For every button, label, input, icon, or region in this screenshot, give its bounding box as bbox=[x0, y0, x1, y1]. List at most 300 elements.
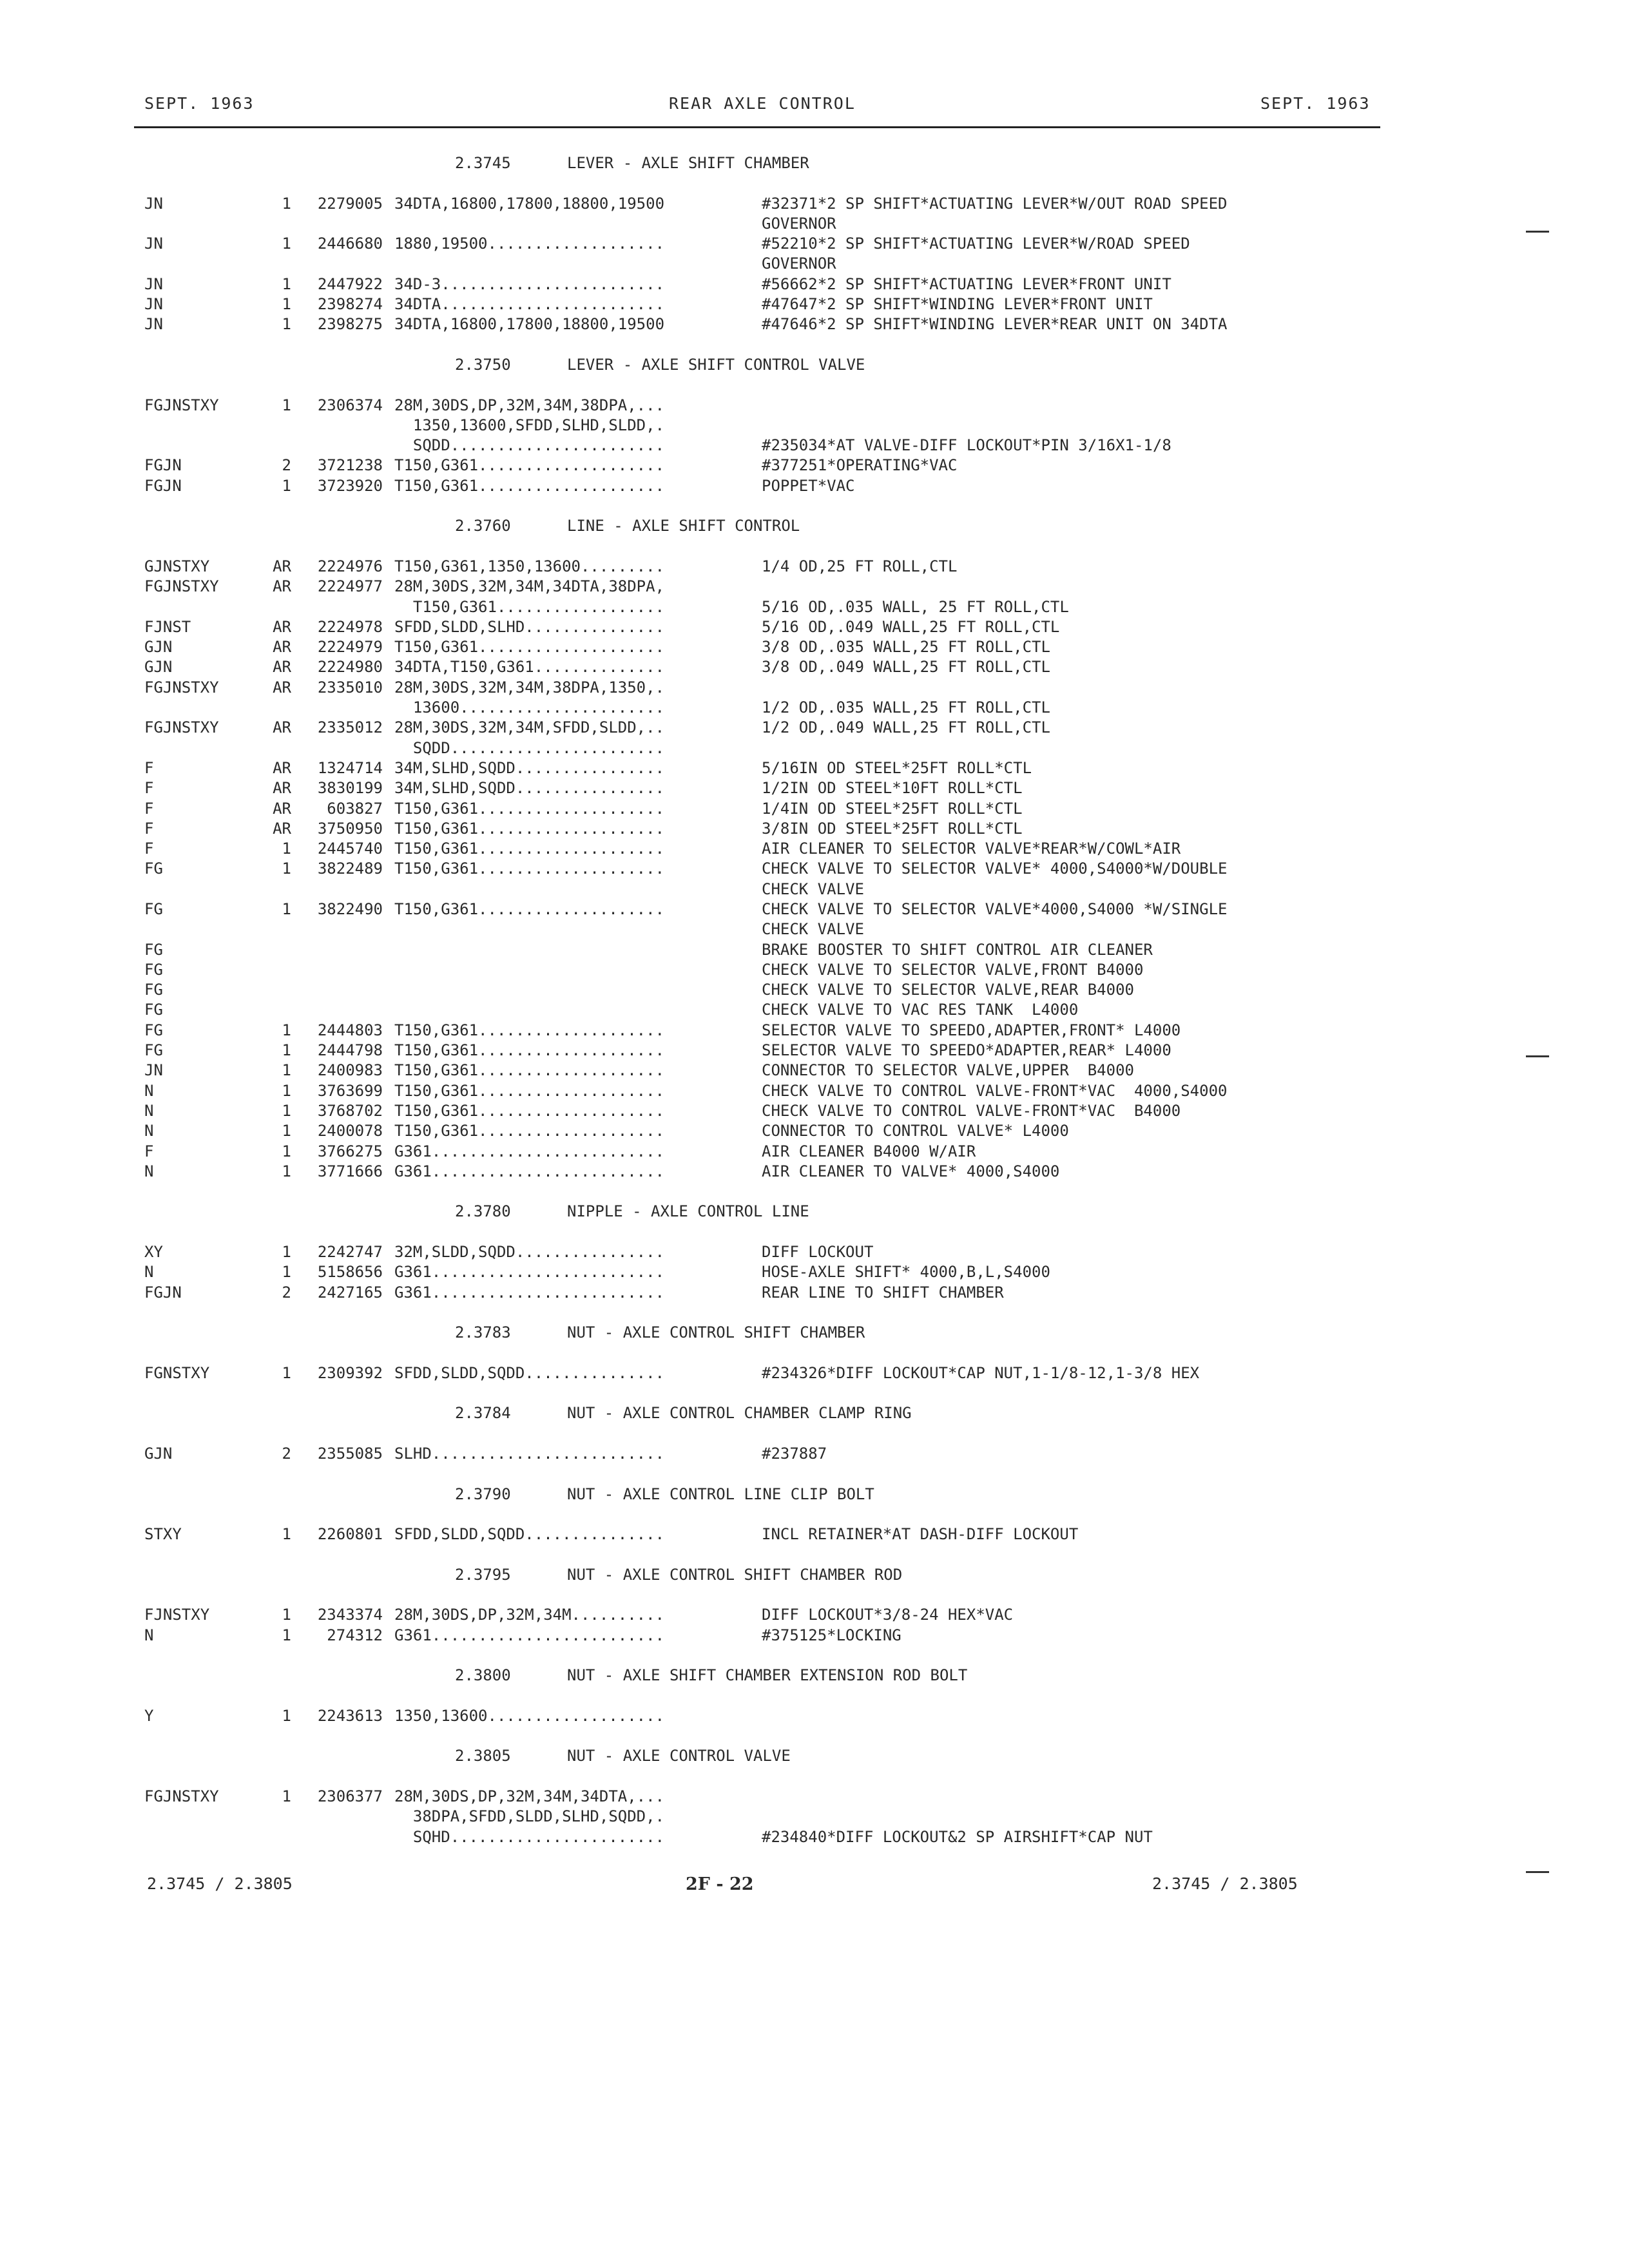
part-row bbox=[0, 1162, 1629, 1182]
model-code: FJNST bbox=[144, 617, 191, 636]
quantity: 1 bbox=[282, 840, 291, 858]
models: T150,G361.................... bbox=[394, 638, 665, 657]
part-number: 2242747 bbox=[317, 1243, 383, 1262]
part-number: 2243613 bbox=[317, 1706, 383, 1725]
description: CONNECTOR TO CONTROL VALVE* L4000 bbox=[762, 1122, 1069, 1140]
models: G361......................... bbox=[394, 1162, 665, 1180]
page-number: 2F - 22 bbox=[686, 1874, 754, 1894]
models: 28M,30DS,DP,32M,34M,34DTA,... bbox=[394, 1787, 665, 1806]
quantity: AR bbox=[273, 819, 291, 838]
quantity: 1 bbox=[282, 274, 291, 293]
quantity: 1 bbox=[282, 1525, 291, 1544]
description: CONNECTOR TO SELECTOR VALVE,UPPER B4000 bbox=[762, 1061, 1134, 1080]
description: CHECK VALVE TO SELECTOR VALVE* 4000,S4000*W/DOUBLE bbox=[762, 860, 1228, 878]
part-number: 2398274 bbox=[317, 295, 383, 314]
part-row bbox=[0, 214, 1629, 234]
section-heading bbox=[0, 1746, 1629, 1766]
quantity: 1 bbox=[282, 1041, 291, 1060]
quantity: 1 bbox=[282, 1243, 291, 1262]
model-code: FG bbox=[144, 860, 163, 878]
part-number: 3771666 bbox=[317, 1162, 383, 1180]
part-row bbox=[0, 597, 1629, 617]
part-number: 3822489 bbox=[317, 860, 383, 878]
part-row bbox=[0, 396, 1629, 416]
part-row bbox=[0, 234, 1629, 254]
part-row bbox=[0, 980, 1629, 1000]
part-row bbox=[0, 1827, 1629, 1847]
model-code: XY bbox=[144, 1243, 163, 1262]
part-number: 2445740 bbox=[317, 840, 383, 858]
part-row bbox=[0, 1283, 1629, 1303]
part-row bbox=[0, 698, 1629, 718]
models: T150,G361,1350,13600......... bbox=[394, 557, 665, 575]
quantity: 1 bbox=[282, 1606, 291, 1624]
description: POPPET*VAC bbox=[762, 476, 855, 495]
quantity: 1 bbox=[282, 1162, 291, 1180]
quantity: 1 bbox=[282, 194, 291, 213]
part-row bbox=[0, 1142, 1629, 1162]
description: #237887 bbox=[762, 1445, 827, 1463]
part-number: 2427165 bbox=[317, 1283, 383, 1302]
models: T150,G361.................... bbox=[394, 860, 665, 878]
description: CHECK VALVE bbox=[762, 879, 864, 898]
quantity: 2 bbox=[282, 456, 291, 475]
models: SFDD,SLDD,SQDD............... bbox=[394, 1363, 665, 1382]
models: T150,G361.................... bbox=[394, 1081, 665, 1100]
description: SELECTOR VALVE TO SPEEDO,ADAPTER,FRONT* L4000 bbox=[762, 1021, 1181, 1039]
part-row bbox=[0, 1000, 1629, 1020]
models: T150,G361.................... bbox=[394, 840, 665, 858]
description: DIFF LOCKOUT bbox=[762, 1243, 874, 1262]
spacer bbox=[0, 1303, 1629, 1323]
models: 34DTA........................ bbox=[394, 295, 665, 314]
quantity: AR bbox=[273, 617, 291, 636]
part-row bbox=[0, 718, 1629, 738]
models: T150,G361.................... bbox=[394, 799, 665, 818]
spacer bbox=[0, 335, 1629, 355]
description: #56662*2 SP SHIFT*ACTUATING LEVER*FRONT UNIT bbox=[762, 274, 1171, 293]
part-row bbox=[0, 274, 1629, 294]
part-row bbox=[0, 476, 1629, 496]
part-number: 3750950 bbox=[317, 819, 383, 838]
part-number: 2224978 bbox=[317, 617, 383, 636]
model-code: JN bbox=[144, 235, 163, 253]
model-code: FGJN bbox=[144, 456, 182, 475]
part-row bbox=[0, 1605, 1629, 1625]
part-number: 2335012 bbox=[317, 718, 383, 737]
quantity: 1 bbox=[282, 476, 291, 495]
models: 34DTA,T150,G361.............. bbox=[394, 658, 665, 677]
spacer bbox=[0, 1767, 1629, 1787]
quantity: 1 bbox=[282, 1142, 291, 1160]
section-number: 2.3750 bbox=[455, 355, 511, 374]
model-code: FGJNSTXY bbox=[144, 396, 219, 414]
models: SLHD......................... bbox=[394, 1445, 665, 1463]
section-title: NUT - AXLE CONTROL SHIFT CHAMBER ROD bbox=[567, 1565, 903, 1584]
model-code: F bbox=[144, 819, 154, 838]
models: 34D-3........................ bbox=[394, 274, 665, 293]
section-title: NUT - AXLE CONTROL SHIFT CHAMBER bbox=[567, 1323, 865, 1342]
model-code: JN bbox=[144, 295, 163, 314]
section-number: 2.3795 bbox=[455, 1565, 511, 1584]
part-row bbox=[0, 1061, 1629, 1081]
quantity: 1 bbox=[282, 1263, 291, 1282]
quantity: AR bbox=[273, 678, 291, 697]
part-number: 2343374 bbox=[317, 1606, 383, 1624]
model-code: Y bbox=[144, 1706, 154, 1725]
model-code: F bbox=[144, 799, 154, 818]
part-row bbox=[0, 254, 1629, 274]
models: 1350,13600,SFDD,SLHD,SLDD,. bbox=[394, 416, 665, 434]
models: SFDD,SLDD,SQDD............... bbox=[394, 1525, 665, 1544]
model-code: N bbox=[144, 1101, 154, 1120]
part-row bbox=[0, 294, 1629, 314]
section-heading bbox=[0, 355, 1629, 375]
part-row bbox=[0, 778, 1629, 798]
description: 1/4 OD,25 FT ROLL,CTL bbox=[762, 557, 958, 575]
models: 13600...................... bbox=[394, 698, 665, 717]
description: CHECK VALVE TO SELECTOR VALVE,REAR B4000 bbox=[762, 981, 1134, 999]
description: CHECK VALVE TO VAC RES TANK L4000 bbox=[762, 1001, 1079, 1019]
description: #47646*2 SP SHIFT*WINDING LEVER*REAR UNIT ON 34DTA bbox=[762, 315, 1228, 334]
models: SQHD....................... bbox=[394, 1827, 665, 1846]
section-title: NIPPLE - AXLE CONTROL LINE bbox=[567, 1202, 809, 1221]
models: 28M,30DS,32M,34M,34DTA,38DPA, bbox=[394, 577, 665, 596]
quantity: 1 bbox=[282, 1061, 291, 1080]
header-date-right: SEPT. 1963 bbox=[1260, 94, 1371, 113]
quantity: 1 bbox=[282, 1706, 291, 1725]
spacer bbox=[0, 1544, 1629, 1564]
quantity: 1 bbox=[282, 1122, 291, 1140]
models: SQDD....................... bbox=[394, 436, 665, 455]
quantity: 1 bbox=[282, 899, 291, 918]
part-number: 2224979 bbox=[317, 638, 383, 657]
margin-mark bbox=[1526, 1871, 1549, 1873]
section-number: 2.3790 bbox=[455, 1485, 511, 1503]
models: T150,G361.................... bbox=[394, 899, 665, 918]
models: 32M,SLDD,SQDD................ bbox=[394, 1243, 665, 1262]
description: CHECK VALVE TO SELECTOR VALVE*4000,S4000 *W/SINGLE bbox=[762, 899, 1228, 918]
description: 3/8 OD,.035 WALL,25 FT ROLL,CTL bbox=[762, 638, 1050, 657]
models: T150,G361.................... bbox=[394, 1061, 665, 1080]
part-row bbox=[0, 194, 1629, 214]
model-code: FG bbox=[144, 960, 163, 979]
spacer bbox=[0, 537, 1629, 557]
part-number: 2309392 bbox=[317, 1363, 383, 1382]
quantity: AR bbox=[273, 658, 291, 677]
spacer bbox=[0, 1646, 1629, 1666]
description: CHECK VALVE bbox=[762, 920, 864, 939]
spacer bbox=[0, 1343, 1629, 1363]
part-row bbox=[0, 577, 1629, 597]
quantity: 2 bbox=[282, 1283, 291, 1302]
part-number: 5158656 bbox=[317, 1263, 383, 1282]
part-row bbox=[0, 1081, 1629, 1101]
section-heading bbox=[0, 1202, 1629, 1222]
quantity: 1 bbox=[282, 295, 291, 314]
quantity: 1 bbox=[282, 235, 291, 253]
section-heading bbox=[0, 153, 1629, 173]
part-number: 2224980 bbox=[317, 658, 383, 677]
description: AIR CLEANER TO VALVE* 4000,S4000 bbox=[762, 1162, 1060, 1180]
models: 34DTA,16800,17800,18800,19500 bbox=[394, 194, 665, 213]
models: T150,G361.................... bbox=[394, 1021, 665, 1039]
section-number: 2.3760 bbox=[455, 517, 511, 535]
description: INCL RETAINER*AT DASH-DIFF LOCKOUT bbox=[762, 1525, 1079, 1544]
part-number: 3768702 bbox=[317, 1101, 383, 1120]
models: T150,G361.................... bbox=[394, 1122, 665, 1140]
spacer bbox=[0, 1424, 1629, 1444]
quantity: 1 bbox=[282, 1626, 291, 1644]
part-row bbox=[0, 1706, 1629, 1726]
model-code: N bbox=[144, 1081, 154, 1100]
model-code: N bbox=[144, 1263, 154, 1282]
section-title: NUT - AXLE SHIFT CHAMBER EXTENSION ROD BOLT bbox=[567, 1666, 968, 1685]
part-row bbox=[0, 879, 1629, 899]
part-number: 2224977 bbox=[317, 577, 383, 596]
models: 28M,30DS,DP,32M,34M,38DPA,... bbox=[394, 396, 665, 414]
spacer bbox=[0, 1383, 1629, 1403]
models: 28M,30DS,DP,32M,34M.......... bbox=[394, 1606, 665, 1624]
model-code: FG bbox=[144, 1021, 163, 1039]
part-number: 3721238 bbox=[317, 456, 383, 475]
model-code: FG bbox=[144, 981, 163, 999]
models: 34M,SLHD,SQDD................ bbox=[394, 779, 665, 798]
model-code: JN bbox=[144, 274, 163, 293]
models: G361......................... bbox=[394, 1142, 665, 1160]
part-row bbox=[0, 314, 1629, 334]
models: 1880,19500................... bbox=[394, 235, 665, 253]
description: HOSE-AXLE SHIFT* 4000,B,L,S4000 bbox=[762, 1263, 1050, 1282]
footer-range-right: 2.3745 / 2.3805 bbox=[1152, 1874, 1298, 1893]
part-number: 2306377 bbox=[317, 1787, 383, 1806]
part-row bbox=[0, 1101, 1629, 1121]
section-number: 2.3783 bbox=[455, 1323, 511, 1342]
part-row bbox=[0, 436, 1629, 456]
models: G361......................... bbox=[394, 1626, 665, 1644]
description: 3/8 OD,.049 WALL,25 FT ROLL,CTL bbox=[762, 658, 1050, 677]
section-number: 2.3805 bbox=[455, 1747, 511, 1765]
spacer bbox=[0, 1585, 1629, 1605]
part-number: 2444798 bbox=[317, 1041, 383, 1060]
description: #47647*2 SP SHIFT*WINDING LEVER*FRONT UNIT bbox=[762, 295, 1153, 314]
quantity: AR bbox=[273, 779, 291, 798]
description: 5/16 OD,.035 WALL, 25 FT ROLL,CTL bbox=[762, 597, 1069, 616]
margin-mark bbox=[1526, 231, 1549, 233]
part-row bbox=[0, 899, 1629, 919]
section-heading bbox=[0, 1565, 1629, 1585]
spacer bbox=[0, 1464, 1629, 1484]
models: 1350,13600................... bbox=[394, 1706, 665, 1725]
part-row bbox=[0, 416, 1629, 436]
part-row bbox=[0, 557, 1629, 577]
section-title: LINE - AXLE SHIFT CONTROL bbox=[567, 517, 800, 535]
section-title: LEVER - AXLE SHIFT CHAMBER bbox=[567, 154, 809, 172]
quantity: AR bbox=[273, 577, 291, 596]
models: T150,G361.................... bbox=[394, 1041, 665, 1060]
model-code: F bbox=[144, 779, 154, 798]
model-code: GJNSTXY bbox=[144, 557, 210, 575]
description: 3/8IN OD STEEL*25FT ROLL*CTL bbox=[762, 819, 1023, 838]
description: 1/4IN OD STEEL*25FT ROLL*CTL bbox=[762, 799, 1023, 818]
model-code: FGJNSTXY bbox=[144, 577, 219, 596]
models: T150,G361.................... bbox=[394, 1101, 665, 1120]
spacer bbox=[0, 1847, 1629, 1867]
description: 5/16 OD,.049 WALL,25 FT ROLL,CTL bbox=[762, 617, 1060, 636]
model-code: FGJNSTXY bbox=[144, 718, 219, 737]
part-row bbox=[0, 919, 1629, 939]
part-row bbox=[0, 1807, 1629, 1827]
model-code: F bbox=[144, 758, 154, 777]
model-code: FGJN bbox=[144, 476, 182, 495]
models: T150,G361.................... bbox=[394, 476, 665, 495]
part-number: 274312 bbox=[327, 1626, 383, 1644]
model-code: FG bbox=[144, 899, 163, 918]
spacer bbox=[0, 1504, 1629, 1524]
description: CHECK VALVE TO SELECTOR VALVE,FRONT B4000 bbox=[762, 960, 1144, 979]
part-number: 2260801 bbox=[317, 1525, 383, 1544]
description: GOVERNOR bbox=[762, 214, 836, 233]
model-code: GJN bbox=[144, 658, 173, 677]
header-title: REAR AXLE CONTROL bbox=[669, 94, 856, 113]
quantity: AR bbox=[273, 758, 291, 777]
section-number: 2.3800 bbox=[455, 1666, 511, 1685]
section-title: NUT - AXLE CONTROL LINE CLIP BOLT bbox=[567, 1485, 874, 1503]
section-heading bbox=[0, 1666, 1629, 1686]
description: 1/2IN OD STEEL*10FT ROLL*CTL bbox=[762, 779, 1023, 798]
part-row bbox=[0, 1041, 1629, 1061]
quantity: AR bbox=[273, 718, 291, 737]
model-code: STXY bbox=[144, 1525, 182, 1544]
spacer bbox=[0, 1726, 1629, 1746]
part-row bbox=[0, 738, 1629, 758]
quantity: 1 bbox=[282, 1021, 291, 1039]
description: CHECK VALVE TO CONTROL VALVE-FRONT*VAC 4000,S4000 bbox=[762, 1081, 1228, 1100]
quantity: 1 bbox=[282, 1081, 291, 1100]
model-code: FG bbox=[144, 1041, 163, 1060]
part-row bbox=[0, 758, 1629, 778]
section-number: 2.3780 bbox=[455, 1202, 511, 1221]
description: #234326*DIFF LOCKOUT*CAP NUT,1-1/8-12,1-3/8 HEX bbox=[762, 1363, 1200, 1382]
model-code: JN bbox=[144, 315, 163, 334]
part-row bbox=[0, 960, 1629, 980]
description: REAR LINE TO SHIFT CHAMBER bbox=[762, 1283, 1004, 1302]
quantity: AR bbox=[273, 557, 291, 575]
footer-range-left: 2.3745 / 2.3805 bbox=[147, 1874, 293, 1893]
part-number: 1324714 bbox=[317, 758, 383, 777]
description: DIFF LOCKOUT*3/8-24 HEX*VAC bbox=[762, 1606, 1014, 1624]
part-row bbox=[0, 940, 1629, 960]
part-number: 2306374 bbox=[317, 396, 383, 414]
model-code: FG bbox=[144, 1001, 163, 1019]
section-heading bbox=[0, 1323, 1629, 1343]
description: SELECTOR VALVE TO SPEEDO*ADAPTER,REAR* L4000 bbox=[762, 1041, 1171, 1060]
models: 28M,30DS,32M,34M,38DPA,1350,. bbox=[394, 678, 665, 697]
part-number: 3763699 bbox=[317, 1081, 383, 1100]
model-code: FGJN bbox=[144, 1283, 182, 1302]
part-number: 603827 bbox=[327, 799, 383, 818]
model-code: JN bbox=[144, 194, 163, 213]
section-number: 2.3784 bbox=[455, 1404, 511, 1423]
part-row bbox=[0, 1444, 1629, 1464]
part-row bbox=[0, 1524, 1629, 1544]
part-number: 2335010 bbox=[317, 678, 383, 697]
section-heading bbox=[0, 1403, 1629, 1423]
spacer bbox=[0, 1222, 1629, 1242]
description: AIR CLEANER TO SELECTOR VALVE*REAR*W/COWL*AIR bbox=[762, 840, 1181, 858]
model-code: GJN bbox=[144, 1445, 173, 1463]
model-code: FG bbox=[144, 940, 163, 959]
part-row bbox=[0, 657, 1629, 677]
section-heading bbox=[0, 1485, 1629, 1504]
description: #235034*AT VALVE-DIFF LOCKOUT*PIN 3/16X1-1/8 bbox=[762, 436, 1171, 455]
part-number: 2447922 bbox=[317, 274, 383, 293]
models: G361......................... bbox=[394, 1283, 665, 1302]
model-code: FGJNSTXY bbox=[144, 678, 219, 697]
spacer bbox=[0, 173, 1629, 193]
description: #375125*LOCKING bbox=[762, 1626, 901, 1644]
model-code: F bbox=[144, 1142, 154, 1160]
model-code: FGJNSTXY bbox=[144, 1787, 219, 1806]
quantity: AR bbox=[273, 799, 291, 818]
header-date-left: SEPT. 1963 bbox=[144, 94, 255, 113]
part-number: 2446680 bbox=[317, 235, 383, 253]
part-row bbox=[0, 1787, 1629, 1807]
margin-mark bbox=[1526, 1055, 1549, 1057]
part-row bbox=[0, 1262, 1629, 1282]
part-number: 3822490 bbox=[317, 899, 383, 918]
quantity: 1 bbox=[282, 1787, 291, 1806]
quantity: AR bbox=[273, 638, 291, 657]
models: 34M,SLHD,SQDD................ bbox=[394, 758, 665, 777]
description: #52210*2 SP SHIFT*ACTUATING LEVER*W/ROAD SPEED bbox=[762, 235, 1190, 253]
model-code: JN bbox=[144, 1061, 163, 1080]
model-code: FJNSTXY bbox=[144, 1606, 210, 1624]
description: #32371*2 SP SHIFT*ACTUATING LEVER*W/OUT ROAD SPEED bbox=[762, 194, 1228, 213]
models: T150,G361.................. bbox=[394, 597, 665, 616]
description: #234840*DIFF LOCKOUT&2 SP AIRSHIFT*CAP NUT bbox=[762, 1827, 1153, 1846]
model-code: N bbox=[144, 1626, 154, 1644]
models: 38DPA,SFDD,SLDD,SLHD,SQDD,. bbox=[394, 1807, 665, 1826]
models: 28M,30DS,32M,34M,SFDD,SLDD,.. bbox=[394, 718, 665, 737]
part-row bbox=[0, 678, 1629, 698]
part-number: 2398275 bbox=[317, 315, 383, 334]
description: 5/16IN OD STEEL*25FT ROLL*CTL bbox=[762, 758, 1032, 777]
part-number: 2400983 bbox=[317, 1061, 383, 1080]
models: T150,G361.................... bbox=[394, 819, 665, 838]
description: CHECK VALVE TO CONTROL VALVE-FRONT*VAC B4000 bbox=[762, 1101, 1181, 1120]
part-row bbox=[0, 1121, 1629, 1141]
section-title: NUT - AXLE CONTROL VALVE bbox=[567, 1747, 791, 1765]
part-number: 3830199 bbox=[317, 779, 383, 798]
models: 34DTA,16800,17800,18800,19500 bbox=[394, 315, 665, 334]
spacer bbox=[0, 1182, 1629, 1202]
section-heading bbox=[0, 516, 1629, 536]
section-title: LEVER - AXLE SHIFT CONTROL VALVE bbox=[567, 355, 865, 374]
model-code: N bbox=[144, 1162, 154, 1180]
model-code: FGNSTXY bbox=[144, 1363, 210, 1382]
models: SFDD,SLDD,SLHD............... bbox=[394, 617, 665, 636]
description: BRAKE BOOSTER TO SHIFT CONTROL AIR CLEANER bbox=[762, 940, 1153, 959]
part-number: 3723920 bbox=[317, 476, 383, 495]
description: 1/2 OD,.035 WALL,25 FT ROLL,CTL bbox=[762, 698, 1050, 717]
quantity: 1 bbox=[282, 1363, 291, 1382]
part-row bbox=[0, 1363, 1629, 1383]
model-code: GJN bbox=[144, 638, 173, 657]
quantity: 1 bbox=[282, 1101, 291, 1120]
section-number: 2.3745 bbox=[455, 154, 511, 172]
part-number: 2224976 bbox=[317, 557, 383, 575]
